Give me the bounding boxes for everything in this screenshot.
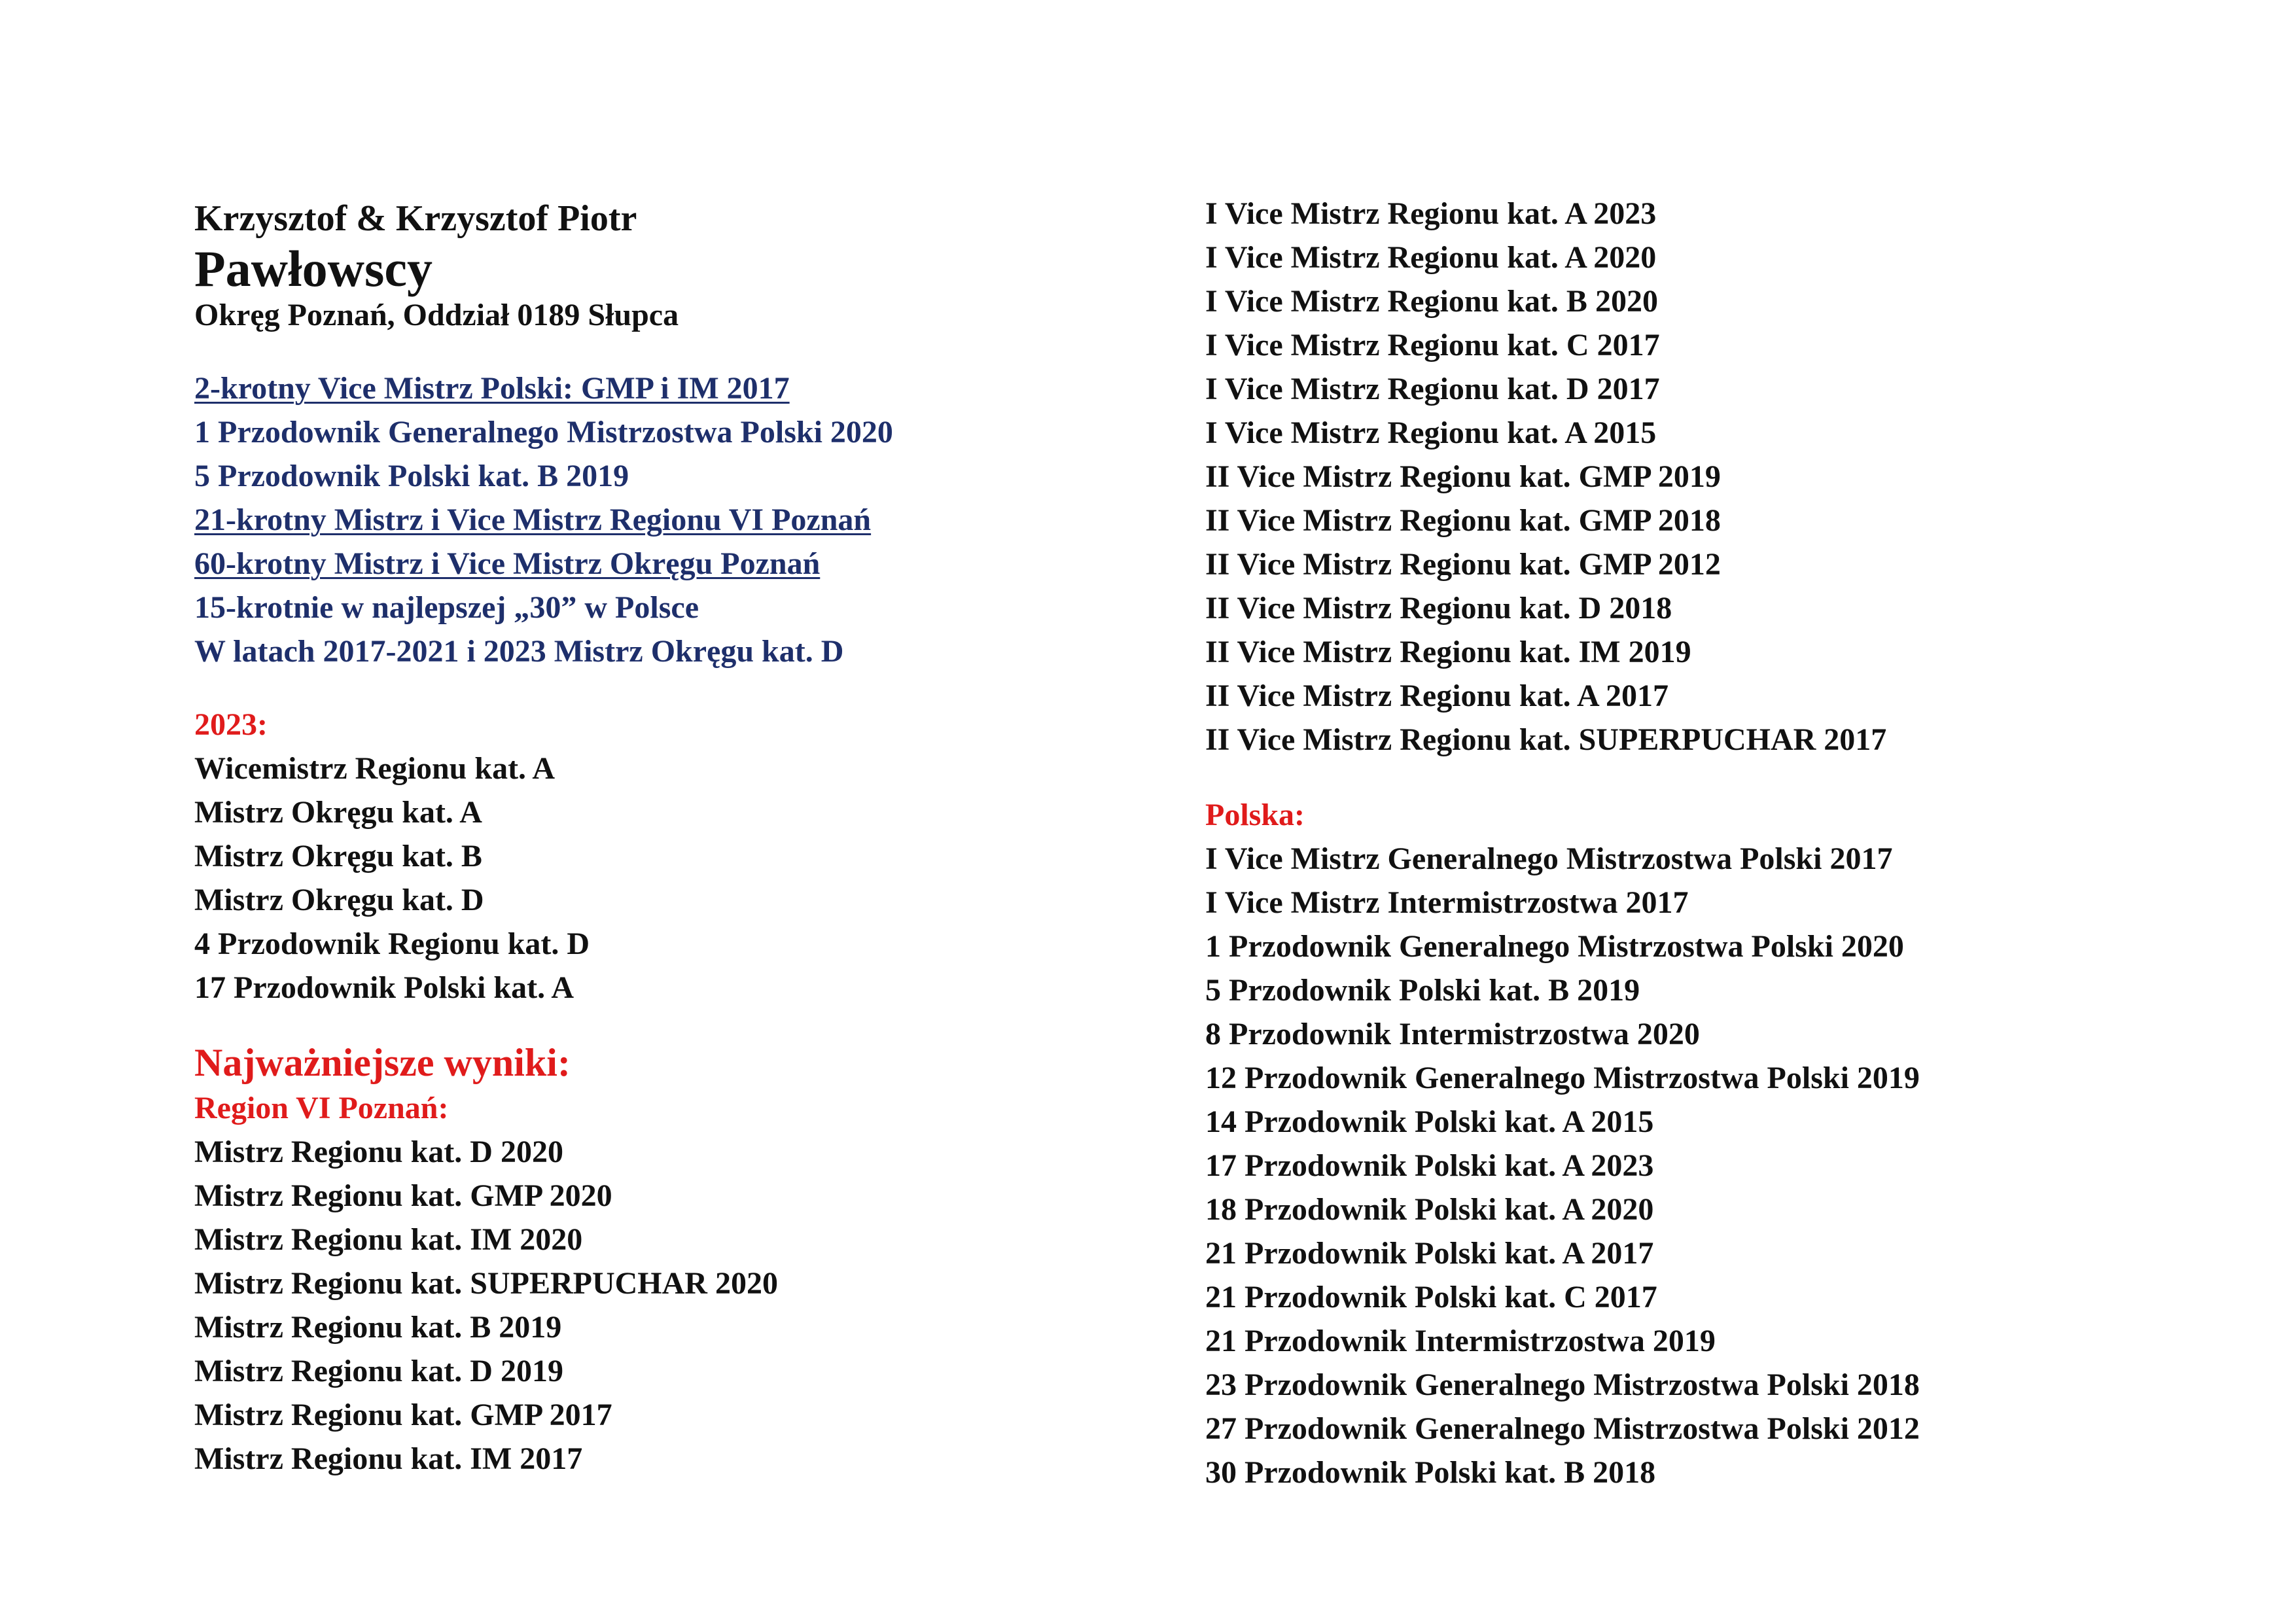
poland-result-item — [1205, 1407, 2252, 1451]
region-result-item-text: I Vice Mistrz Regionu kat. A 2015 — [1205, 415, 1657, 450]
poland-result-item-text: 14 Przodownik Polski kat. A 2015 — [1205, 1104, 1654, 1139]
region-result-item — [194, 1174, 1176, 1218]
region-result-item — [194, 1305, 1176, 1349]
highlight-item-text: 1 Przodownik Generalnego Mistrzostwa Polski 2020 — [194, 415, 893, 450]
year-result-item — [194, 922, 1176, 966]
poland-result-item-text: 27 Przodownik Generalnego Mistrzostwa Polski 2012 — [1205, 1411, 1920, 1446]
poland-result-item-text: 21 Przodownik Polski kat. A 2017 — [1205, 1236, 1654, 1271]
region-result-item — [1205, 499, 2252, 542]
region-result-item-text: Mistrz Regionu kat. SUPERPUCHAR 2020 — [194, 1266, 778, 1301]
highlight-item-text: 5 Przodownik Polski kat. B 2019 — [194, 459, 629, 493]
poland-result-item — [1205, 1144, 2252, 1188]
region-result-item — [1205, 586, 2252, 630]
poland-result-item-text: 21 Przodownik Polski kat. C 2017 — [1205, 1280, 1657, 1314]
region-result-item-text: I Vice Mistrz Regionu kat. A 2023 — [1205, 196, 1657, 231]
region-result-item — [194, 1349, 1176, 1393]
region-result-item-text: II Vice Mistrz Regionu kat. GMP 2018 — [1205, 503, 1721, 538]
poland-result-item — [1205, 1056, 2252, 1100]
poland-result-item — [1205, 1100, 2252, 1144]
region-result-item — [1205, 279, 2252, 323]
region-result-item-text: Mistrz Regionu kat. B 2019 — [194, 1310, 562, 1345]
highlight-item — [194, 498, 1176, 542]
spacer — [1205, 762, 2252, 793]
poland-result-item-text: 5 Przodownik Polski kat. B 2019 — [1205, 973, 1640, 1008]
region-result-item — [1205, 674, 2252, 718]
region-result-item — [1205, 411, 2252, 455]
year-heading: 2023: — [194, 707, 268, 742]
highlight-item-text: 2-krotny Vice Mistrz Polski: GMP i IM 2017 — [194, 371, 790, 406]
owner-names: Krzysztof & Krzysztof Piotr — [194, 198, 637, 239]
year-result-item-text: 4 Przodownik Regionu kat. D — [194, 926, 590, 961]
region-result-item — [1205, 192, 2252, 236]
region-heading: Region VI Poznań: — [194, 1091, 449, 1125]
poland-result-item — [1205, 1231, 2252, 1275]
results-heading: Najważniejsze wyniki: — [194, 1041, 571, 1084]
region-result-item-text: II Vice Mistrz Regionu kat. D 2018 — [1205, 591, 1672, 626]
year-result-item-text: Mistrz Okręgu kat. A — [194, 795, 482, 830]
year-result-item-text: Mistrz Okręgu kat. B — [194, 839, 482, 873]
poland-result-item-text: 21 Przodownik Intermistrzostwa 2019 — [1205, 1324, 1716, 1358]
year-result-item — [194, 790, 1176, 834]
poland-result-item-text: 17 Przodownik Polski kat. A 2023 — [1205, 1148, 1654, 1183]
region-result-item — [1205, 718, 2252, 762]
region-results-list-left — [194, 1130, 1176, 1481]
poland-result-item — [1205, 1451, 2252, 1494]
highlight-item — [194, 586, 1176, 629]
region-result-item-text: Mistrz Regionu kat. GMP 2020 — [194, 1178, 612, 1213]
poland-result-item — [1205, 881, 2252, 925]
poland-result-item — [1205, 1188, 2252, 1231]
region-result-item — [1205, 236, 2252, 279]
highlight-item — [194, 454, 1176, 498]
poland-result-item — [1205, 968, 2252, 1012]
district-line: Okręg Poznań, Oddział 0189 Słupca — [194, 298, 679, 332]
highlight-item — [194, 410, 1176, 454]
year-result-item — [194, 878, 1176, 922]
region-result-item-text: Mistrz Regionu kat. GMP 2017 — [194, 1398, 612, 1432]
poland-result-item — [1205, 1319, 2252, 1363]
year-result-item — [194, 834, 1176, 878]
region-result-item-text: Mistrz Regionu kat. IM 2017 — [194, 1441, 583, 1476]
poland-result-item — [1205, 1012, 2252, 1056]
highlight-item-text: 60-krotny Mistrz i Vice Mistrz Okręgu Poznań — [194, 546, 821, 581]
year-result-item-text: Mistrz Okręgu kat. D — [194, 883, 484, 917]
region-result-item-text: II Vice Mistrz Regionu kat. GMP 2012 — [1205, 547, 1721, 582]
poland-result-item-text: 18 Przodownik Polski kat. A 2020 — [1205, 1192, 1654, 1227]
region-result-item — [194, 1393, 1176, 1437]
year-result-item-text: Wicemistrz Regionu kat. A — [194, 751, 556, 786]
spacer — [194, 335, 1176, 366]
region-result-item-text: Mistrz Regionu kat. IM 2020 — [194, 1222, 583, 1257]
spacer — [194, 1010, 1176, 1039]
poland-result-item-text: 12 Przodownik Generalnego Mistrzostwa Polski 2019 — [1205, 1061, 1920, 1095]
region-result-item-text: II Vice Mistrz Regionu kat. A 2017 — [1205, 679, 1669, 713]
region-result-item-text: I Vice Mistrz Regionu kat. D 2017 — [1205, 372, 1660, 406]
poland-result-item-text: I Vice Mistrz Generalnego Mistrzostwa Polski 2017 — [1205, 841, 1893, 876]
owner-surname: Pawłowscy — [194, 240, 433, 297]
year-result-item-text: 17 Przodownik Polski kat. A — [194, 970, 574, 1005]
year-result-item — [194, 747, 1176, 790]
highlight-item-text: 15-krotnie w najlepszej „30” w Polsce — [194, 590, 699, 625]
region-result-item-text: II Vice Mistrz Regionu kat. SUPERPUCHAR 2017 — [1205, 722, 1887, 757]
region-result-item — [194, 1218, 1176, 1261]
poland-results-list — [1205, 837, 2252, 1494]
region-result-item-text: II Vice Mistrz Regionu kat. GMP 2019 — [1205, 459, 1721, 494]
region-results-list-right — [1205, 192, 2252, 762]
poland-result-item-text: 23 Przodownik Generalnego Mistrzostwa Polski 2018 — [1205, 1367, 1920, 1402]
right-column — [1205, 192, 2252, 1494]
poland-result-item-text: 8 Przodownik Intermistrzostwa 2020 — [1205, 1017, 1700, 1051]
left-column — [194, 195, 1176, 1481]
region-result-item — [1205, 630, 2252, 674]
year-items-list — [194, 747, 1176, 1010]
year-result-item — [194, 966, 1176, 1010]
highlight-item — [194, 629, 1176, 673]
region-result-item — [1205, 455, 2252, 499]
spacer — [194, 673, 1176, 703]
highlight-item — [194, 542, 1176, 586]
region-result-item — [1205, 542, 2252, 586]
poland-result-item — [1205, 1275, 2252, 1319]
highlight-item-text: W latach 2017-2021 i 2023 Mistrz Okręgu kat. D — [194, 634, 844, 669]
region-result-item-text: I Vice Mistrz Regionu kat. C 2017 — [1205, 328, 1660, 362]
highlight-item-text: 21-krotny Mistrz i Vice Mistrz Regionu VI Poznań — [194, 502, 872, 537]
region-result-item — [194, 1437, 1176, 1481]
poland-heading: Polska: — [1205, 798, 1305, 832]
region-result-item-text: I Vice Mistrz Regionu kat. A 2020 — [1205, 240, 1657, 275]
poland-result-item-text: I Vice Mistrz Intermistrzostwa 2017 — [1205, 885, 1689, 920]
region-result-item — [1205, 323, 2252, 367]
highlight-item — [194, 366, 1176, 410]
poland-result-item — [1205, 1363, 2252, 1407]
region-result-item-text: Mistrz Regionu kat. D 2020 — [194, 1135, 563, 1169]
highlights-list — [194, 366, 1176, 673]
region-result-item — [194, 1130, 1176, 1174]
poland-result-item-text: 30 Przodownik Polski kat. B 2018 — [1205, 1455, 1656, 1490]
region-result-item — [1205, 367, 2252, 411]
poland-result-item-text: 1 Przodownik Generalnego Mistrzostwa Polski 2020 — [1205, 929, 1904, 964]
region-result-item — [194, 1261, 1176, 1305]
poland-result-item — [1205, 925, 2252, 968]
poland-result-item — [1205, 837, 2252, 881]
region-result-item-text: II Vice Mistrz Regionu kat. IM 2019 — [1205, 635, 1691, 669]
region-result-item-text: Mistrz Regionu kat. D 2019 — [194, 1354, 563, 1388]
region-result-item-text: I Vice Mistrz Regionu kat. B 2020 — [1205, 284, 1658, 319]
